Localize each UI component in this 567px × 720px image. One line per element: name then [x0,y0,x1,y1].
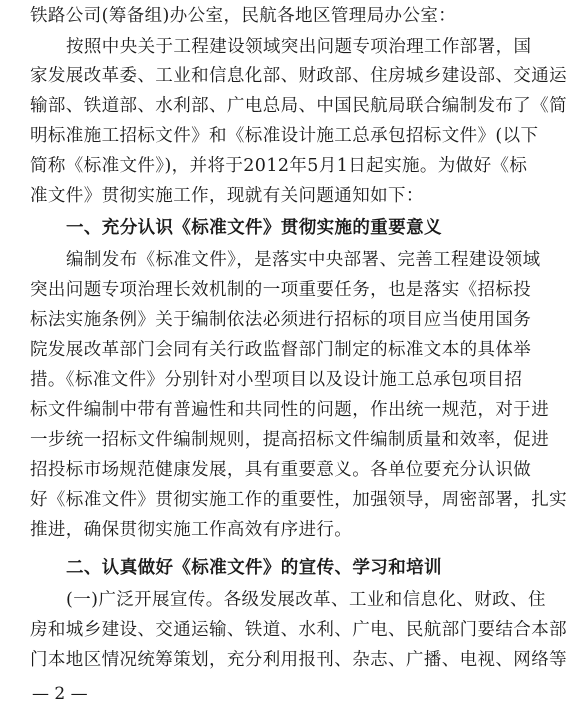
text-line: 准文件》贯彻实施工作，现就有关问题通知如下： [30,186,424,206]
text-line: 铁路公司(筹备组)办公室，民航各地区管理局办公室： [30,6,457,26]
text-line: 措。《标准文件》分别针对小型项目以及设计施工总承包项目招 [30,370,523,390]
paragraph-first-line: (一)广泛开展宣传。各级发展改革、工业和信息化、财政、住 [66,590,546,610]
text-line: 好《标准文件》贯彻实施工作的重要性，加强领导，周密部署，扎实 [30,490,567,510]
page-number: — 2 — [32,684,88,704]
text-line: 明标准施工招标文件》和《标准设计施工总承包招标文件》(以下 [30,126,539,146]
paragraph-first-line: 编制发布《标准文件》，是落实中央部署、完善工程建设领域 [66,250,541,270]
text-line: 推进，确保贯彻实施工作高效有序进行。 [30,520,353,540]
text-line: 家发展改革委、工业和信息化部、财政部、住房城乡建设部、交通运 [30,66,567,86]
text-line: 房和城乡建设、交通运输、铁道、水利、广电、民航部门要结合本部 [30,620,567,640]
text-line: 简称《标准文件》)，并将于2012年5月1日起实施。为做好《标 [30,156,528,176]
section-heading-1: 一、充分认识《标准文件》贯彻实施的重要意义 [66,218,442,238]
section-heading-2: 二、认真做好《标准文件》的宣传、学习和培训 [66,558,442,578]
paragraph-first-line: 按照中央关于工程建设领域突出问题专项治理工作部署，国 [66,37,532,57]
text-line: 输部、铁道部、水利部、广电总局、中国民航局联合编制发布了《简 [30,96,567,116]
text-line: 标法实施条例》关于编制依法必须进行招标的项目应当使用国务 [30,310,532,330]
text-line: 一步统一招标文件编制规则，提高招标文件编制质量和效率，促进 [30,430,550,450]
text-line: 突出问题专项治理长效机制的一项重要任务，也是落实《招标投 [30,280,532,300]
text-line: 标文件编制中带有普遍性和共同性的问题，作出统一规范，对于进 [30,400,550,420]
text-line: 门本地区情况统筹策划，充分利用报刊、杂志、广播、电视、网络等 [30,650,567,670]
text-line: 院发展改革部门会同有关行政监督部门制定的标准文本的具体举 [30,340,532,360]
text-line: 招投标市场规范健康发展，具有重要意义。各单位要充分认识做 [30,460,532,480]
